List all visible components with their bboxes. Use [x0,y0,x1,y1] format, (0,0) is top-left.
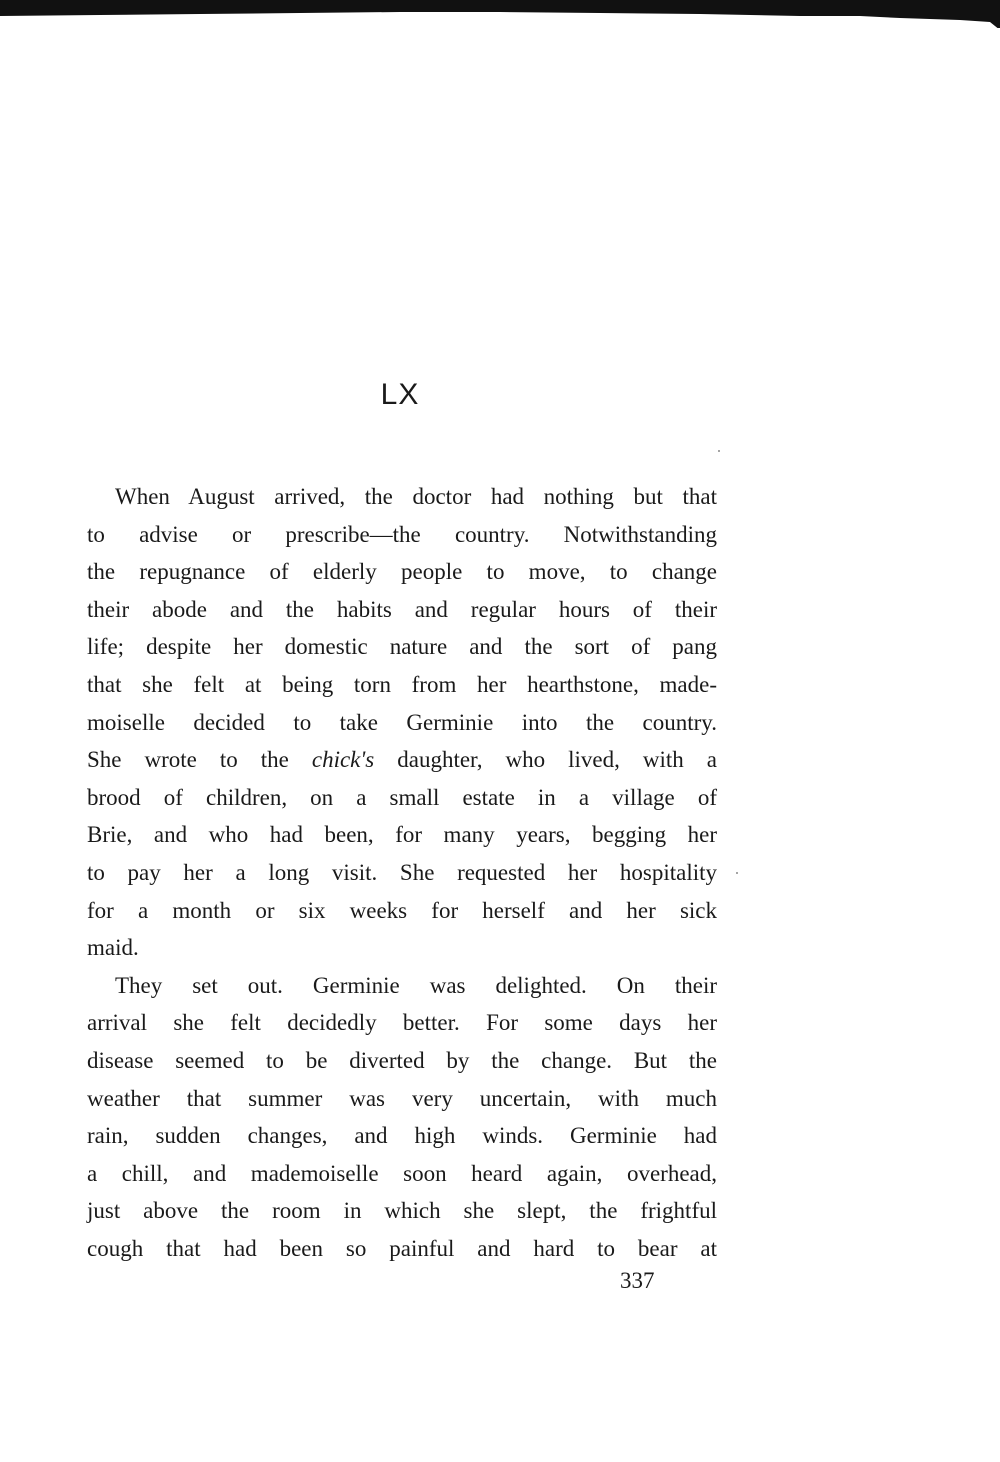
text-line: life; despite her domestic nature and the sort of pang [87,634,717,660]
text-line: arrival she felt decidedly better. For some days her [87,1010,717,1036]
scan-top-edge [0,0,1000,28]
text-line: brood of children, on a small estate in a village of [87,784,717,810]
scan-speck [718,450,720,452]
text-after-italic: daughter, who lived, with a [374,747,717,773]
text-line: the repugnance of elderly people to move, to change [87,559,717,585]
italic-word: chick's [311,747,375,773]
text-line: just above the room in which she slept, the frightful [87,1198,717,1224]
paragraph-1 [87,478,717,967]
text-line: When August arrived, the doctor had nothing but that [115,484,717,509]
text-line: moiselle decided to take Germinie into the country. [87,709,717,735]
page-number: 337 [620,1268,655,1293]
text-line: cough that had been so painful and hard to bear at [87,1235,717,1261]
text-line: to advise or prescribe—the country. Notwithstanding [87,521,717,547]
text-line: that she felt at being torn from her hearthstone, made- [87,671,717,697]
text-line: rain, sudden changes, and high winds. Germinie had [87,1123,717,1149]
text-line: a chill, and mademoiselle soon heard again, overhead, [87,1160,717,1186]
text-line-with-italic [87,741,717,779]
text-before-italic: She wrote to the [87,747,312,773]
text-line: weather that summer was very uncertain, with much [87,1085,717,1111]
text-line: to pay her a long visit. She requested her hospitality [87,859,717,885]
chapter-title: LX [380,378,420,411]
text-line: Brie, and who had been, for many years, begging her [87,822,717,848]
text-line: for a month or six weeks for herself and her sick [87,897,717,923]
text-line: disease seemed to be diverted by the change. But the [87,1047,717,1073]
body-text [87,478,717,1267]
text-line: They set out. Germinie was delighted. On their [115,972,717,998]
text-line: maid. [87,935,139,961]
paragraph-2 [87,967,717,1268]
scan-speck [736,872,738,874]
text-line: their abode and the habits and regular hours of their [87,596,717,622]
